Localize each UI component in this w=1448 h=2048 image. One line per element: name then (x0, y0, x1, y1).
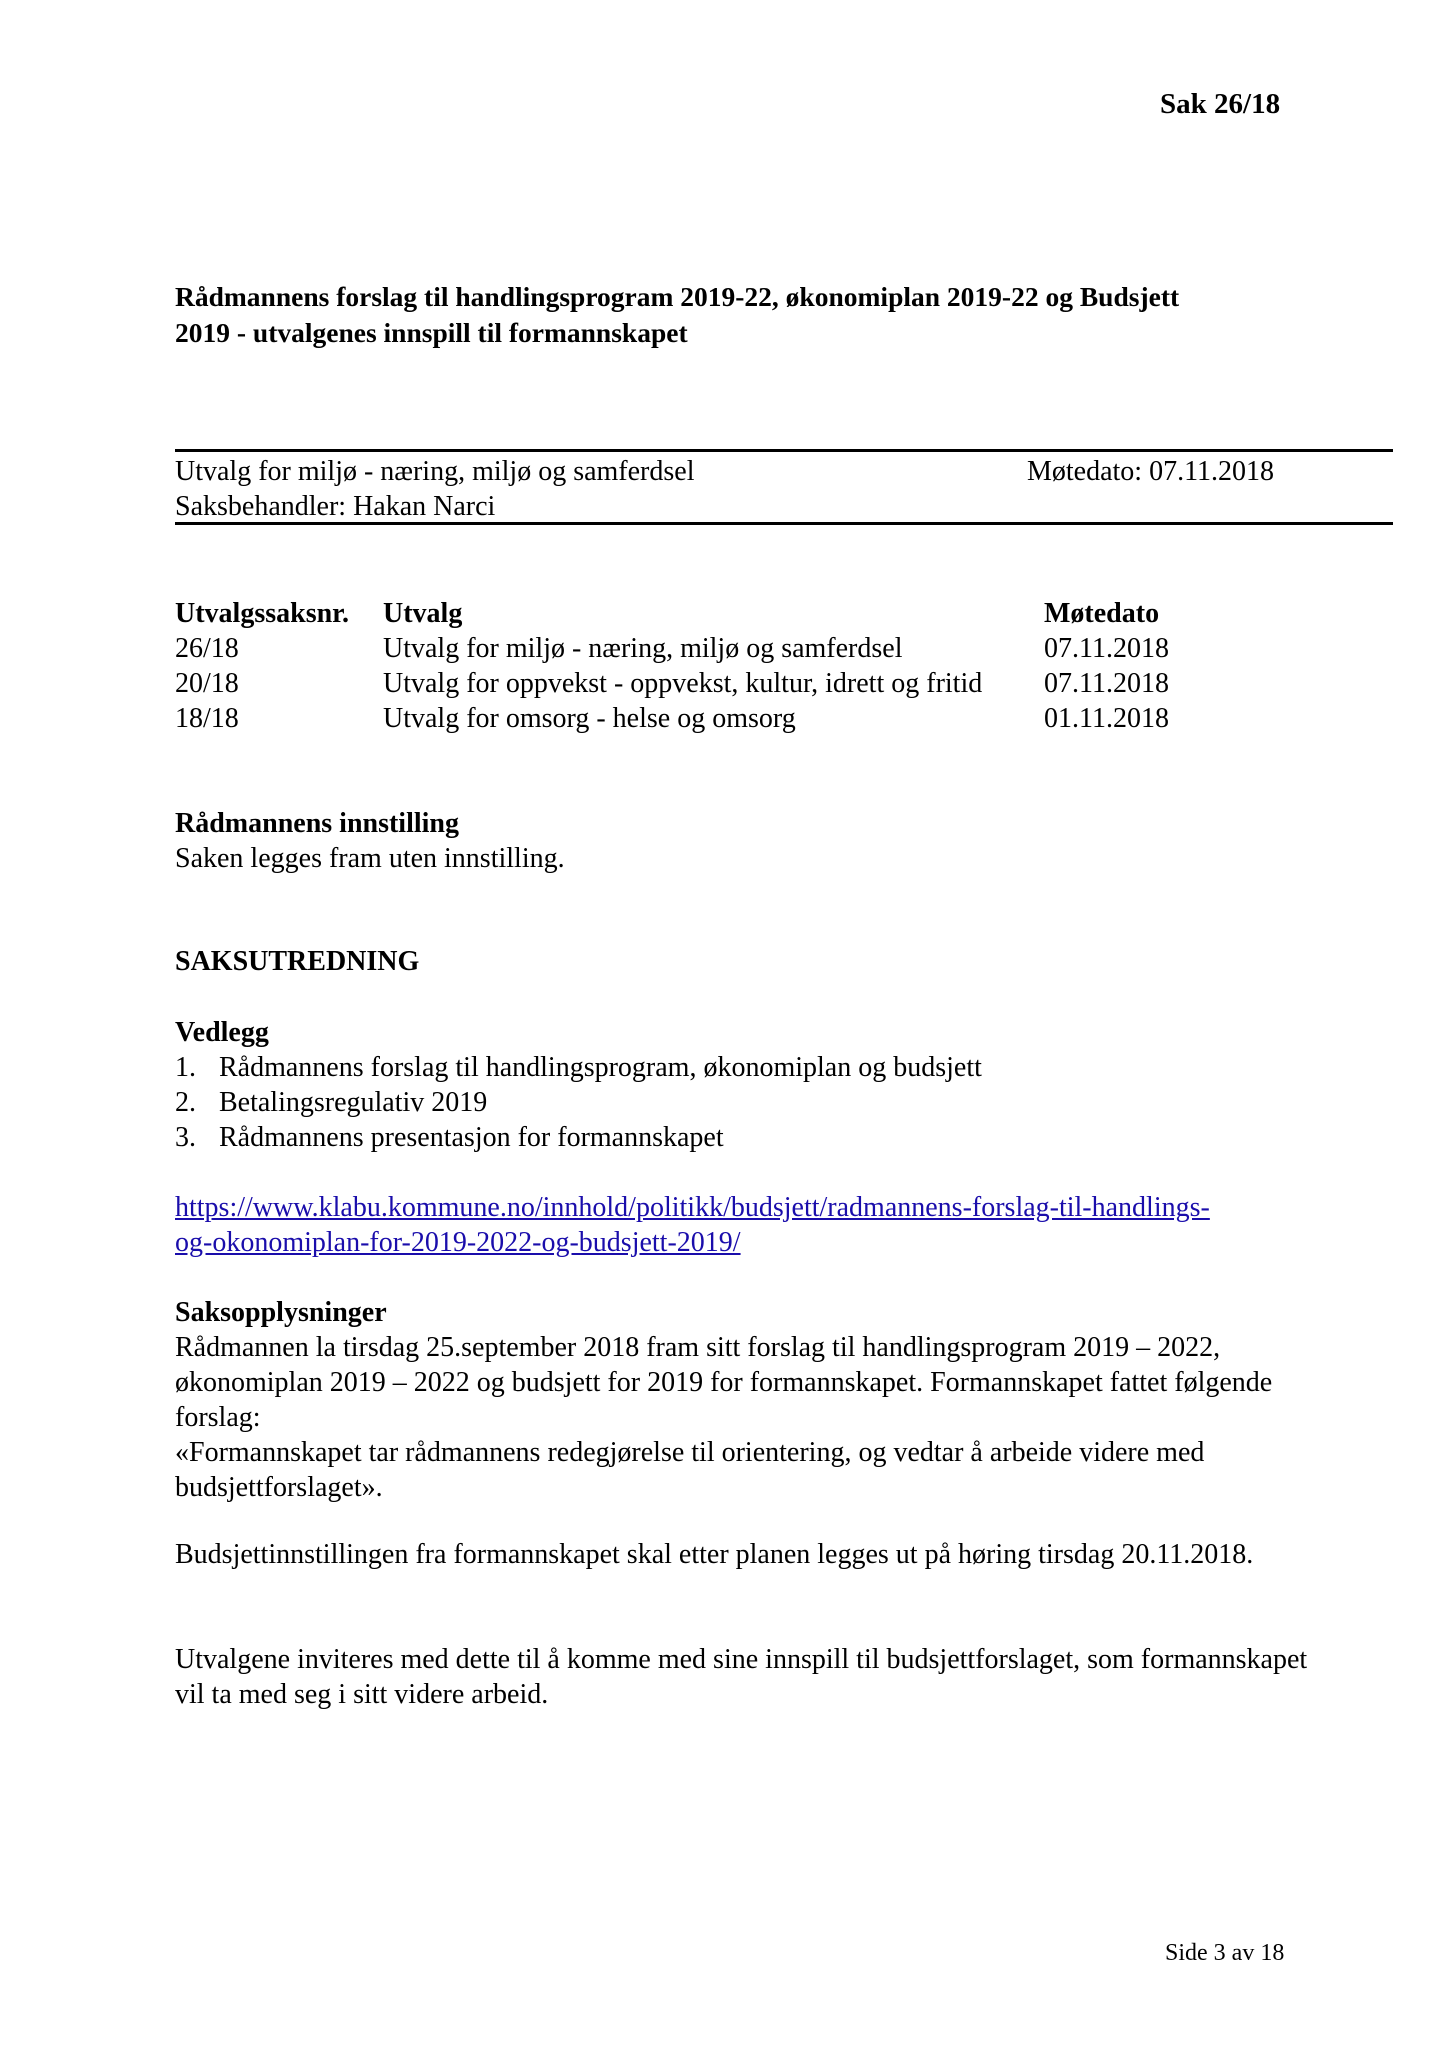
list-number: 1. (175, 1052, 196, 1083)
case-info-quote: «Formannskapet tar rådmannens redegjørelse til orientering, og vedtar å arbeide videre med budsjettforslaget». (175, 1437, 1205, 1503)
divider-bottom (175, 522, 1393, 525)
table-cell: Utvalg for omsorg - helse og omsorg (383, 703, 796, 734)
recommendation-heading: Rådmannens innstilling (175, 808, 459, 839)
title-line-1: Rådmannens forslag til handlingsprogram 2019-22, økonomiplan 2019-22 og Budsjett (175, 281, 1180, 312)
report-heading: SAKSUTREDNING (175, 946, 420, 977)
budget-link[interactable] (175, 1190, 1325, 1260)
case-info-paragraph: Rådmannen la tirsdag 25.september 2018 fram sitt forslag til handlingsprogram 2019 – 2022, økonomiplan 2019 – 2022 og budsjett for 2019 for formannskapet. Formannskapet fattet følgende forslag: (175, 1332, 1273, 1433)
table-row (175, 666, 1169, 701)
list-text: Betalingsregulativ 2019 (219, 1087, 488, 1118)
list-text: Rådmannens forslag til handlingsprogram, økonomiplan og budsjett (219, 1052, 982, 1083)
table-cell: 07.11.2018 (1044, 633, 1169, 664)
column-header: Utvalgssaksnr. (175, 598, 350, 629)
case-officer: Saksbehandler: Hakan Narci (175, 491, 496, 522)
table-cell: Utvalg for oppvekst - oppvekst, kultur, idrett og fritid (383, 668, 983, 699)
column-header: Møtedato (1044, 598, 1160, 629)
table-row (175, 701, 1169, 736)
title-line-2: 2019 - utvalgenes innspill til formannskapet (175, 317, 688, 348)
list-item (175, 1085, 982, 1120)
attachments-list (175, 1050, 982, 1155)
list-text: Rådmannens presentasjon for formannskapet (219, 1122, 724, 1153)
list-number: 2. (175, 1087, 196, 1118)
attachments-heading: Vedlegg (175, 1017, 269, 1048)
divider-top (175, 449, 1393, 452)
recommendation-text: Saken legges fram uten innstilling. (175, 843, 565, 874)
page-number: Side 3 av 18 (1165, 1940, 1285, 1966)
hearing-paragraph: Budsjettinnstillingen fra formannskapet skal etter planen legges ut på høring tirsdag 20.11.2018. (175, 1539, 1254, 1570)
table-cell: 18/18 (175, 703, 239, 734)
invitation-paragraph: Utvalgene inviteres med dette til å komme med sine innspill til budsjettforslaget, som formannskapet vil ta med seg i sitt videre arbeid. (175, 1644, 1308, 1710)
table-cell: 07.11.2018 (1044, 668, 1169, 699)
table-header-row (175, 596, 1169, 631)
case-number: Sak 26/18 (1160, 88, 1281, 120)
case-info-heading: Saksopplysninger (175, 1297, 387, 1328)
attachments-section (175, 1015, 982, 1155)
link-line-2[interactable]: og-okonomiplan-for-2019-2022-og-budsjett-2019/ (175, 1227, 741, 1258)
document-title (175, 279, 1315, 351)
table-cell: 26/18 (175, 633, 239, 664)
link-line-1[interactable]: https://www.klabu.kommune.no/innhold/politikk/budsjett/radmannens-forslag-til-handlings- (175, 1192, 1210, 1223)
column-header: Utvalg (383, 598, 463, 629)
recommendation-section (175, 806, 565, 876)
table-cell: Utvalg for miljø - næring, miljø og samferdsel (383, 633, 903, 664)
meeting-date: Møtedato: 07.11.2018 (1027, 456, 1275, 487)
case-info-section (175, 1295, 1315, 1505)
list-item (175, 1120, 982, 1155)
table-row (175, 631, 1169, 666)
table-cell: 01.11.2018 (1044, 703, 1169, 734)
table-cell: 20/18 (175, 668, 239, 699)
committee-name: Utvalg for miljø - næring, miljø og samferdsel (175, 456, 695, 487)
list-item (175, 1050, 982, 1085)
list-number: 3. (175, 1122, 196, 1153)
case-table (175, 596, 1169, 736)
